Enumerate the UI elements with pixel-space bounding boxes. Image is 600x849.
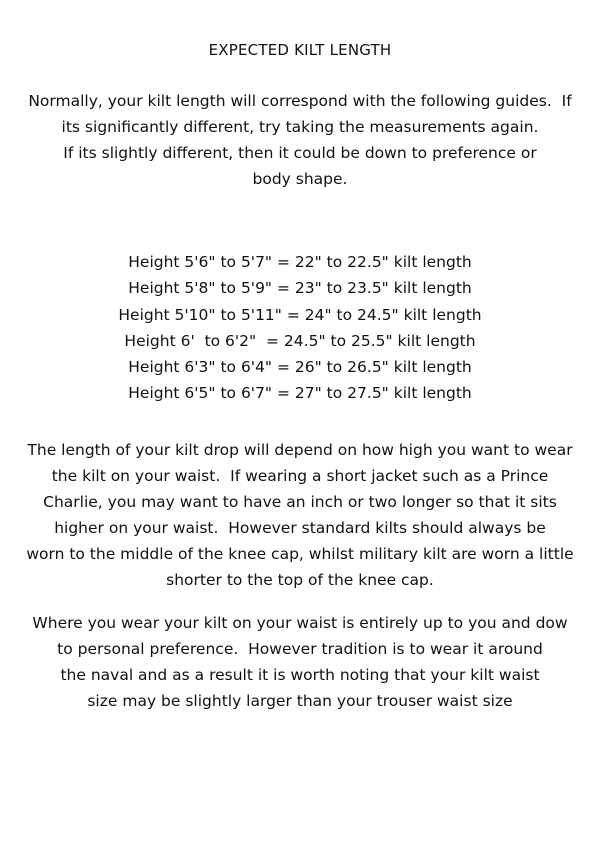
waist-line: Where you wear your kilt on your waist is entirely up to you and dow <box>32 614 568 632</box>
drop-line: the kilt on your waist. If wearing a short jacket such as a Prince <box>51 467 549 485</box>
waist-line: size may be slightly larger than your trouser waist size <box>87 692 513 710</box>
drop-line: shorter to the top of the knee cap. <box>166 571 434 589</box>
length-row: Height 5'6" to 5'7" = 22" to 22.5" kilt length <box>128 253 472 271</box>
intro-line: body shape. <box>252 170 348 188</box>
kilt-length-guide <box>0 249 600 407</box>
intro-line: its significantly different, try taking the measurements again. <box>61 118 539 136</box>
length-row: Height 5'8" to 5'9" = 23" to 23.5" kilt length <box>128 279 472 298</box>
page-title: EXPECTED KILT LENGTH <box>208 41 392 59</box>
drop-line: The length of your kilt drop will depend on how high you want to wear <box>27 441 573 459</box>
length-row: Height 6'5" to 6'7" = 27" to 27.5" kilt length <box>128 384 472 403</box>
drop-line: higher on your waist. However standard kilts should always be <box>54 519 546 537</box>
length-row: Height 6'3" to 6'4" = 26" to 26.5" kilt length <box>128 358 472 377</box>
drop-line: worn to the middle of the knee cap, whilst military kilt are worn a little <box>26 545 574 563</box>
length-row: Height 5'10" to 5'11" = 24" to 24.5" kilt length <box>118 305 482 324</box>
waist-position-paragraph <box>0 610 600 714</box>
intro-paragraph <box>0 88 600 192</box>
length-row: Height 6' to 6'2" = 24.5" to 25.5" kilt length <box>124 331 476 350</box>
kilt-drop-paragraph <box>0 437 600 593</box>
intro-line: If its slightly different, then it could be down to preference or <box>63 144 537 162</box>
waist-line: to personal preference. However tradition is to wear it around <box>57 640 543 658</box>
drop-line: Charlie, you may want to have an inch or two longer so that it sits <box>43 493 557 511</box>
intro-line: Normally, your kilt length will correspond with the following guides. If <box>28 92 572 110</box>
waist-line: the naval and as a result it is worth noting that your kilt waist <box>60 666 540 684</box>
